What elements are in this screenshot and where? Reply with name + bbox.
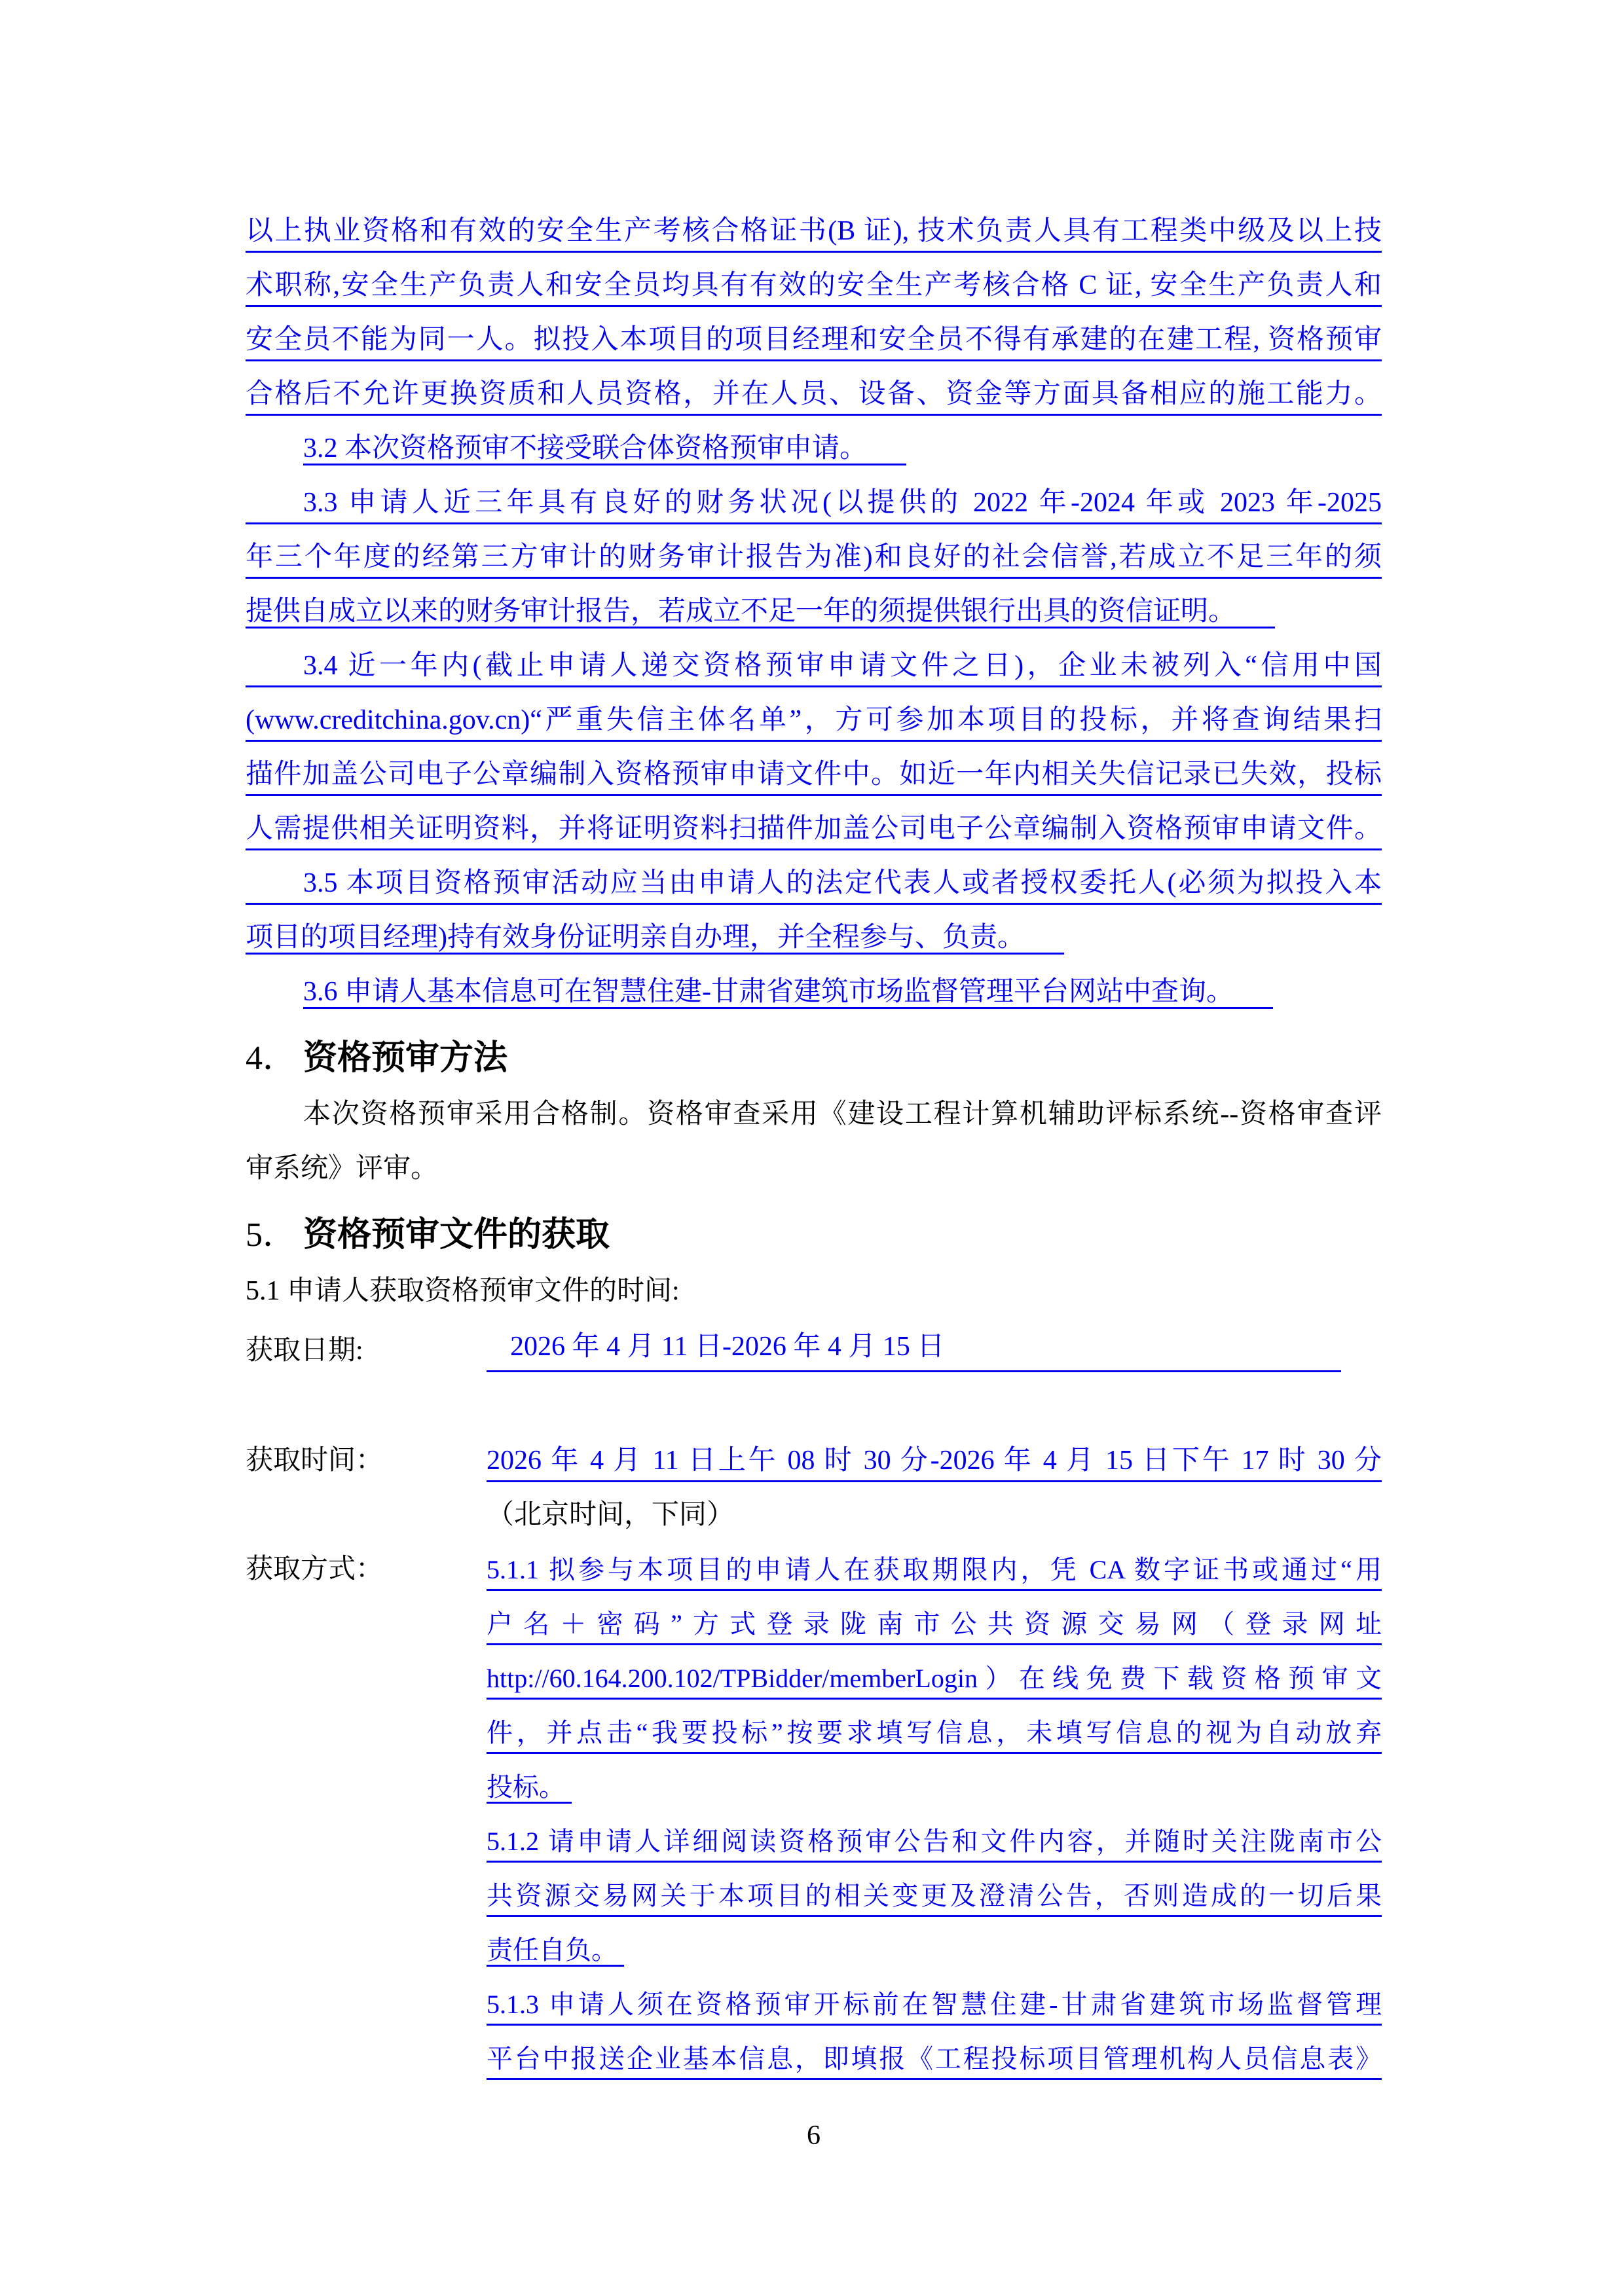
clause-3-3-text: 提供自成立以来的财务审计报告，若成立不足一年的须提供银行出具的资信证明。 <box>246 596 1275 629</box>
obtain-method-label: 获取方式： <box>246 1554 384 1584</box>
clause-3-5-line <box>246 911 1382 965</box>
obtain-time-value-cell <box>487 1434 1382 1488</box>
clause-5-1-1-line: 5.1.1 拟参与本项目的申请人在获取期限内，凭 CA 数字证书或通过“用 <box>487 1542 1382 1597</box>
section-5-title: 资格预审文件的获取 <box>303 1216 610 1254</box>
paragraph-line: 术职称,安全生产负责人和安全员均具有有效的安全生产考核合格 C 证, 安全生产负责人和 <box>246 259 1382 313</box>
page-number: 6 <box>807 2121 821 2151</box>
section-4-title: 资格预审方法 <box>303 1039 508 1077</box>
obtain-date-row <box>246 1324 1382 1378</box>
clause-3-4-line: (www.creditchina.gov.cn)“严重失信主体名单”，方可参加本项目的投标，并将查询结果扫 <box>246 693 1382 748</box>
section-4-heading <box>246 1029 1382 1087</box>
clause-3-4-line: 描件加盖公司电子公章编制入资格预审申请文件中。如近一年内相关失信记录已失效，投标 <box>246 748 1382 802</box>
obtain-date-label: 获取日期: <box>246 1336 363 1366</box>
clause-5-1-1-line-url: http://60.164.200.102/TPBidder/memberLogin）在线免费下载资格预审文 <box>487 1651 1382 1705</box>
obtain-time-row <box>246 1434 1382 1488</box>
clause-3-4-line: 人需提供相关证明资料，并将证明资料扫描件加盖公司电子公章编制入资格预审申请文件。 <box>246 802 1382 856</box>
clause-3-6 <box>246 965 1382 1019</box>
clause-3-5-line: 3.5 本项目资格预审活动应当由申请人的法定代表人或者授权委托人(必须为拟投入本 <box>246 856 1382 911</box>
beijing-time-note: （北京时间，下同） <box>487 1500 735 1530</box>
clause-5-1-2-text: 责任自负。 <box>487 1935 624 1967</box>
obtain-time-label: 获取时间： <box>246 1446 384 1476</box>
section-5-number: 5． <box>246 1216 297 1254</box>
clause-3-2 <box>246 422 1382 476</box>
clause-3-2-text: 3.2 本次资格预审不接受联合体资格预审申请。 <box>303 433 906 465</box>
obtain-method-content <box>487 1542 1382 2086</box>
clause-5-1-1-line: 户名＋密码”方式登录陇南市公共资源交易网（登录网址 <box>487 1597 1382 1651</box>
paragraph-line: 审系统》评审。 <box>246 1154 439 1184</box>
clause-5-1-2-line <box>487 1923 1382 1977</box>
clause-5-1-2-line: 5.1.2 请申请人详细阅读资格预审公告和文件内容，并随时关注陇南市公 <box>487 1814 1382 1868</box>
clause-3-5-text: 项目的项目经理)持有效身份证明亲自办理，并全程参与、负责。 <box>246 922 1064 955</box>
paragraph-line: 以上执业资格和有效的安全生产考核合格证书(B 证), 技术负责人具有工程类中级及以上技 <box>246 204 1382 259</box>
obtain-date-line <box>487 1324 1382 1378</box>
clause-3-3-line: 年三个年度的经第三方审计的财务审计报告为准)和良好的社会信誉,若成立不足三年的须 <box>246 530 1382 585</box>
clause-3-6-text: 3.6 申请人基本信息可在智慧住建-甘肃省建筑市场监督管理平台网站中查询。 <box>303 977 1273 1009</box>
section-4-body <box>246 1087 1382 1196</box>
paragraph-line: 本次资格预审采用合格制。资格审查采用《建设工程计算机辅助评标系统--资格审查评 <box>303 1099 1382 1129</box>
clause-5-1-1-text: 投标。 <box>487 1772 572 1804</box>
obtain-date-value-cell <box>487 1324 1382 1378</box>
clause-3-3-line: 3.3 申请人近三年具有良好的财务状况(以提供的 2022 年-2024 年或 2023 年-2025 <box>246 476 1382 530</box>
section-4-number: 4． <box>246 1040 297 1077</box>
clause-5-1: 5.1 申请人获取资格预审文件的时间: <box>246 1276 680 1306</box>
obtain-date-value: 2026 年 4 月 11 日-2026 年 4 月 15 日 <box>487 1324 1341 1372</box>
clause-3-4-line: 3.4 近一年内(截止申请人递交资格预审申请文件之日)，企业未被列入“信用中国 <box>246 639 1382 693</box>
obtain-method-row <box>246 1542 1382 2086</box>
paragraph-line: 安全员不能为同一人。拟投入本项目的项目经理和安全员不得有承建的在建工程, 资格预审 <box>246 313 1382 367</box>
clause-5-1-1-line: 件，并点击“我要投标”按要求填写信息，未填写信息的视为自动放弃 <box>487 1705 1382 1760</box>
paragraph-line: 合格后不允许更换资质和人员资格，并在人员、设备、资金等方面具备相应的施工能力。 <box>246 367 1382 422</box>
clause-5-1-2-line: 共资源交易网关于本项目的相关变更及澄清公告，否则造成的一切后果 <box>487 1868 1382 1923</box>
section-5-body <box>246 1264 1382 2086</box>
obtain-time-value: 2026 年 4 月 11 日上午 08 时 30 分-2026 年 4 月 15 日下午 17 时 30 分 <box>487 1434 1382 1488</box>
clause-3-3-line <box>246 585 1382 639</box>
section-5-heading <box>246 1205 1382 1264</box>
clause-5-1-1-line <box>487 1760 1382 1814</box>
section-3-continued <box>246 204 1382 1019</box>
clause-5-1-3-line: 平台中报送企业基本信息，即填报《工程投标项目管理机构人员信息表》 <box>487 2032 1382 2086</box>
clause-5-1-3-line: 5.1.3 申请人须在资格预审开标前在智慧住建-甘肃省建筑市场监督管理 <box>487 1977 1382 2032</box>
